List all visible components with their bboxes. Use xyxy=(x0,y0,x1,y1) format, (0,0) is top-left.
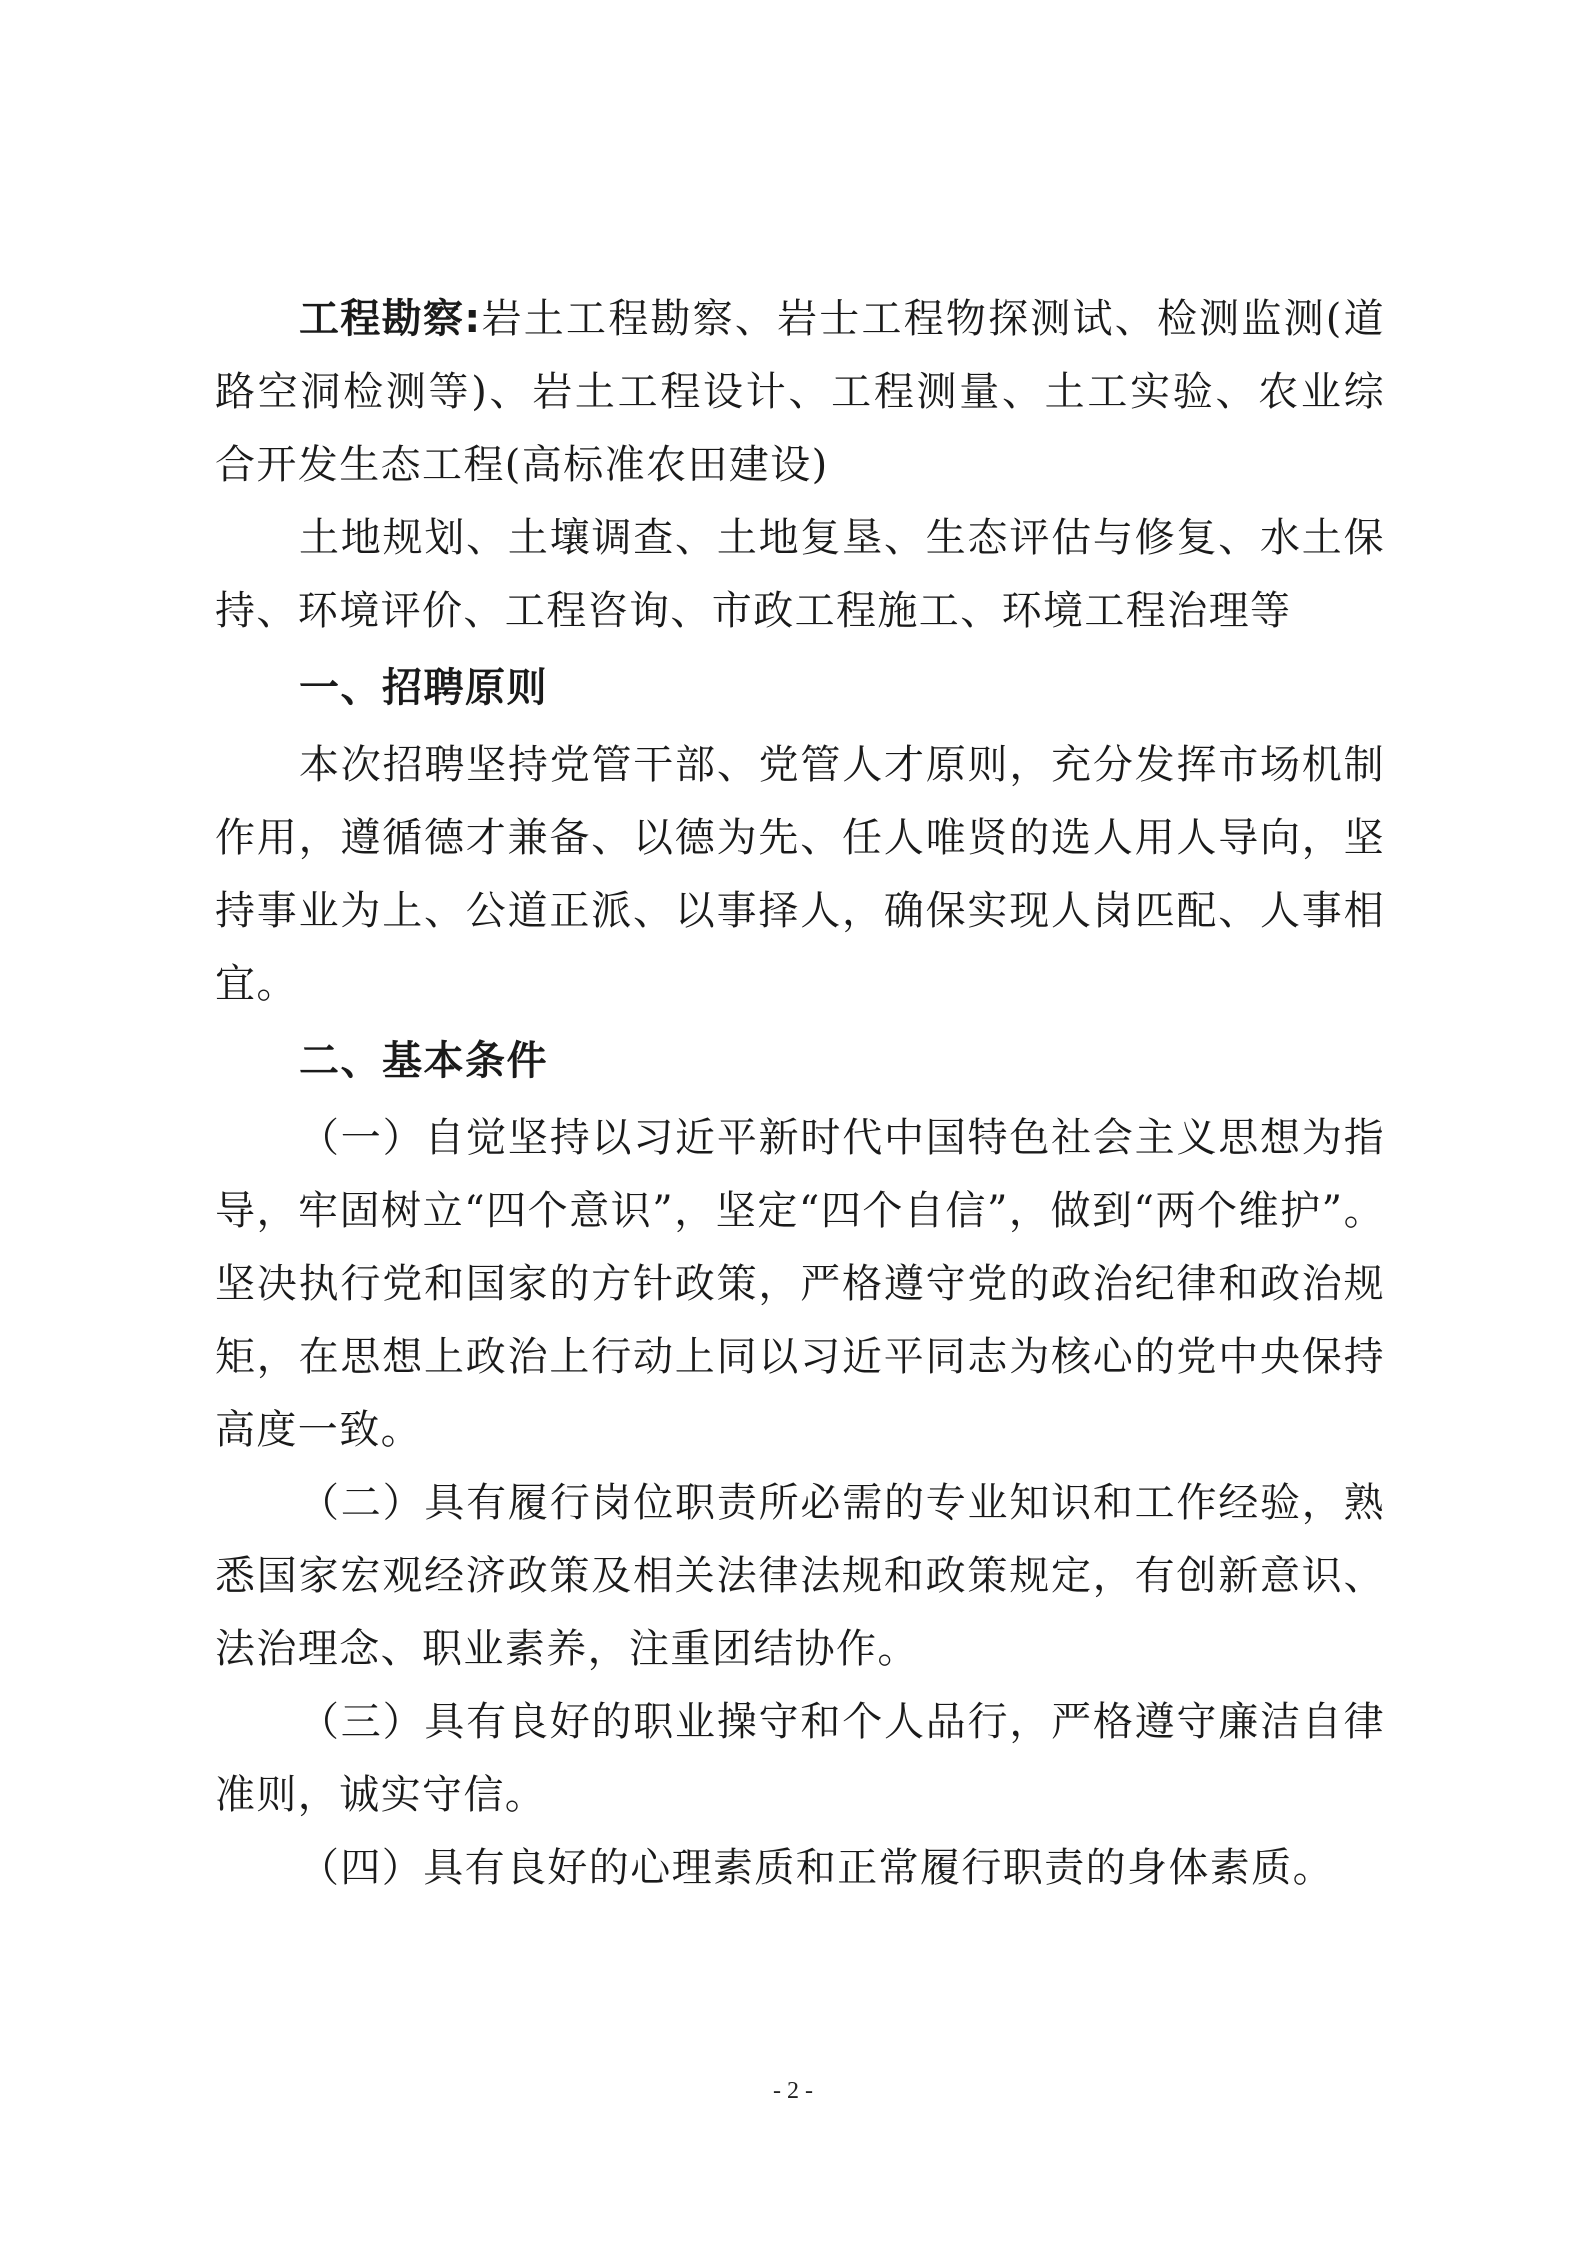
intro-lead: 工程勘察: xyxy=(299,296,481,342)
intro-paragraph xyxy=(215,283,1385,502)
intro-paragraph-2: 土地规划、土壤调查、土地复垦、生态评估与修复、水土保持、环境评价、工程咨询、市政工程施工、环境工程治理等 xyxy=(215,515,1385,634)
condition-item-4: （四）具有良好的心理素质和正常履行职责的身体素质。 xyxy=(299,1845,1334,1891)
condition-item-3: （三）具有良好的职业操守和个人品行，严格遵守廉洁自律准则，诚实守信。 xyxy=(215,1699,1385,1818)
intro-text: 岩土工程勘察、岩士工程物探测试、检测监测(道路空洞检测等)、岩土工程设计、工程测量、土工实验、农业综合开发生态工程(高标准农田建设) xyxy=(215,296,1386,488)
document-body xyxy=(215,283,1385,1905)
condition-item-1: （一）自觉坚持以习近平新时代中国特色社会主义思想为指导，牢固树立“四个意识”，坚定“四个自信”，做到“两个维护”。坚决执行党和国家的方针政策，严格遵守党的政治纪律和政治规矩，在思想上政治上行动上同以习近平同志为核心的党中央保持高度一致。 xyxy=(215,1115,1385,1453)
page-number: - 2 - xyxy=(773,2078,813,2104)
principles-paragraph: 本次招聘坚持党管干部、党管人才原则，充分发挥市场机制作用，遵循德才兼备、以德为先、任人唯贤的选人用人导向，坚持事业为上、公道正派、以事择人，确保实现人岗匹配、人事相宜。 xyxy=(215,742,1385,1007)
condition-item-2: （二）具有履行岗位职责所必需的专业知识和工作经验，熟悉国家宏观经济政策及相关法律法规和政策规定，有创新意识、法治理念、职业素养，注重团结协作。 xyxy=(215,1480,1385,1672)
section-heading-conditions: 二、基本条件 xyxy=(299,1038,548,1084)
section-heading-principles: 一、招聘原则 xyxy=(299,665,548,711)
